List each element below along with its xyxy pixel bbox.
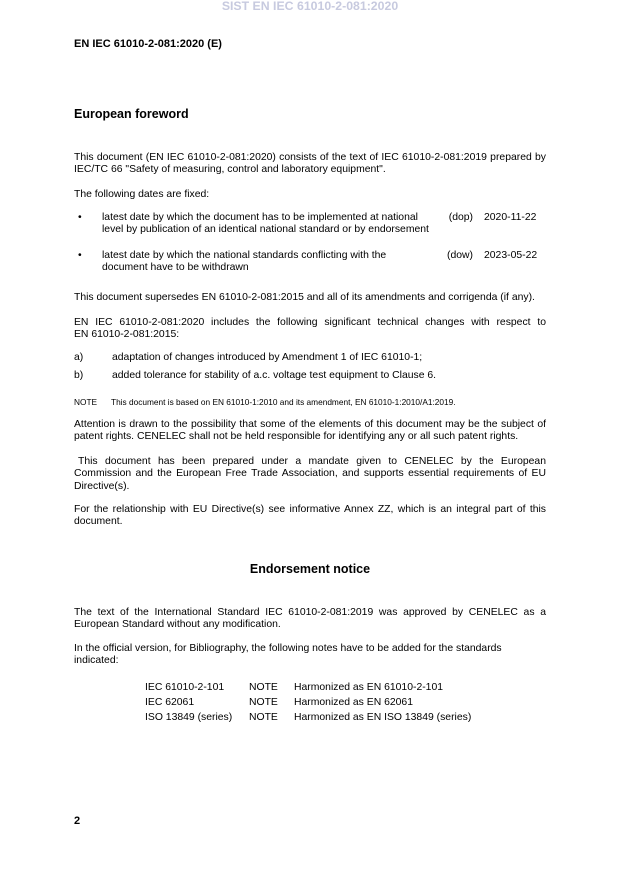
endorsement-title: Endorsement notice <box>249 562 371 576</box>
page-number: 2 <box>74 815 81 827</box>
bibliography-note-row <box>0 682 620 696</box>
list-label: a) <box>74 352 84 363</box>
bibliography-intro: In the official version, for Bibliography, the following notes have to be added for the standards indicated: <box>74 643 502 667</box>
date-code: (dop) <box>448 212 473 223</box>
harmonized-text: Harmonized as EN 62061 <box>294 697 413 708</box>
date-code: (dow) <box>447 250 473 261</box>
standard-reference: IEC 61010-2-101 <box>145 682 225 693</box>
foreword-intro: This document (EN IEC 61010-2-081:2020) consists of the text of IEC 61010-2-081:2019 prepared by IEC/TC 66 "Safety of measuring, control and laboratory equipment". <box>74 152 546 176</box>
watermark: SIST EN IEC 61010-2-081:2020 <box>221 0 399 13</box>
mandate-paragraph: This document has been prepared under a mandate given to CENELEC by the European Commission and the European Free Trade Association, and supports essential requirements of EU Directive(s). <box>74 456 546 492</box>
standard-reference: IEC 62061 <box>145 697 195 708</box>
foreword-title: European foreword <box>74 107 189 121</box>
date-value: 2020-11-22 <box>484 212 537 223</box>
dates-intro: The following dates are fixed: <box>74 189 210 200</box>
date-description: latest date by which the document has to be implemented at national level by publication of an identical national standard or by endorsement <box>102 212 429 236</box>
bullet-icon: • <box>78 250 82 261</box>
date-value: 2023-05-22 <box>484 250 538 261</box>
changes-intro: EN IEC 61010-2-081:2020 includes the following significant technical changes with respect to EN 61010-2-081:2015: <box>74 317 546 341</box>
relationship-paragraph: For the relationship with EU Directive(s) see informative Annex ZZ, which is an integral part of this document. <box>74 504 546 528</box>
list-text: added tolerance for stability of a.c. voltage test equipment to Clause 6. <box>112 370 437 381</box>
change-item-b <box>0 370 620 383</box>
date-description: latest date by which the national standards conflicting with the document have to be withdrawn <box>102 250 387 274</box>
approval-paragraph: The text of the International Standard IEC 61010-2-081:2019 was approved by CENELEC as a European Standard without any modification. <box>74 607 546 631</box>
list-text: adaptation of changes introduced by Amendment 1 of IEC 61010-1; <box>112 352 423 363</box>
note <box>0 397 620 408</box>
harmonized-text: Harmonized as EN ISO 13849 (series) <box>294 712 472 723</box>
document-header: EN IEC 61010-2-081:2020 (E) <box>74 38 222 50</box>
patent-notice: Attention is drawn to the possibility that some of the elements of this document may be the subject of patent rights. CENELEC shall not be held responsible for identifying any or all such patent rights. <box>74 419 546 443</box>
note-label: NOTE <box>249 682 278 693</box>
list-label: b) <box>74 370 84 381</box>
change-item-a <box>0 352 620 365</box>
supersedes-paragraph: This document supersedes EN 61010-2-081:2015 and all of its amendments and corrigenda (if any). <box>74 292 535 303</box>
note-text: This document is based on EN 61010-1:2010 and its amendment, EN 61010-1:2010/A1:2019. <box>111 397 456 407</box>
bibliography-note-row <box>0 697 620 711</box>
bibliography-note-row <box>0 712 620 726</box>
note-label: NOTE <box>249 697 278 708</box>
note-label: NOTE <box>249 712 278 723</box>
date-item-dow <box>0 250 620 276</box>
harmonized-text: Harmonized as EN 61010-2-101 <box>294 682 444 693</box>
note-label: NOTE <box>74 397 98 407</box>
bullet-icon: • <box>78 212 82 223</box>
standard-reference: ISO 13849 (series) <box>145 712 233 723</box>
date-item-dop <box>0 212 620 238</box>
